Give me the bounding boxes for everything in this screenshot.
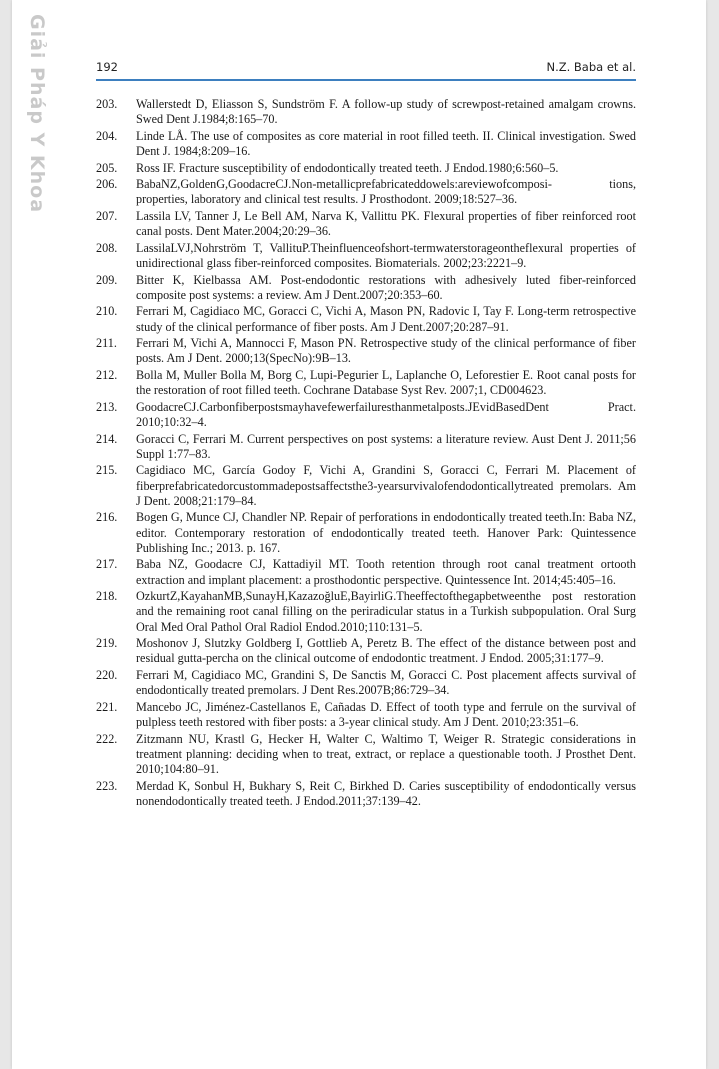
reference-item bbox=[96, 209, 636, 239]
reference-number: 218. bbox=[96, 589, 118, 604]
reference-item bbox=[96, 700, 636, 730]
reference-item bbox=[96, 589, 636, 635]
reference-number: 222. bbox=[96, 731, 118, 746]
reference-number: 211. bbox=[96, 336, 117, 351]
reference-item bbox=[96, 636, 636, 666]
reference-list bbox=[96, 97, 636, 810]
reference-text: GoodacreCJ.Carbonfiberpostsmayhavefewerfailuresthanmetalposts.JEvidBasedDent Pract. 2010;10:32–4. bbox=[136, 399, 636, 429]
document-page bbox=[12, 0, 706, 1069]
reference-item bbox=[96, 732, 636, 778]
reference-number: 223. bbox=[96, 778, 118, 793]
reference-number: 215. bbox=[96, 463, 118, 478]
page-header bbox=[96, 58, 636, 81]
reference-text: Moshonov J, Slutzky Goldberg I, Gottlieb A, Peretz B. The effect of the distance between post and residual gutta-percha on the clinical outcome of endodontic treatment. J Endod. 2005;31:177–9. bbox=[136, 636, 636, 666]
reference-text: Bogen G, Munce CJ, Chandler NP. Repair of perforations in endodontically treated teeth.In: Baba NZ, editor. Contemporary restoration of endodontically treated teeth. Hanover Park: Quintessence Publishing Inc.; 2013. p. 167. bbox=[136, 510, 636, 555]
reference-text: Ross IF. Fracture susceptibility of endodontically treated teeth. J Endod.1980;6:560–5. bbox=[136, 160, 559, 175]
reference-item bbox=[96, 557, 636, 587]
reference-number: 213. bbox=[96, 399, 118, 414]
reference-number: 216. bbox=[96, 510, 118, 525]
reference-number: 208. bbox=[96, 240, 118, 255]
page-number: 192 bbox=[96, 60, 118, 74]
reference-item bbox=[96, 400, 636, 430]
reference-text: Lassila LV, Tanner J, Le Bell AM, Narva K, Vallittu PK. Flexural properties of fiber reinforced root canal posts. Dent Mater.2004;20:29–36. bbox=[136, 208, 636, 239]
reference-text: Bolla M, Muller Bolla M, Borg C, Lupi-Pegurier L, Laplanche O, Leforestier E. Root canal posts for the restoration of root filled teeth. Cochrane Database Syst Rev. 2007;1, CD004623. bbox=[136, 367, 636, 398]
reference-item bbox=[96, 273, 636, 303]
running-head: N.Z. Baba et al. bbox=[546, 60, 636, 74]
reference-number: 210. bbox=[96, 304, 118, 319]
reference-number: 207. bbox=[96, 208, 118, 223]
reference-item bbox=[96, 177, 636, 207]
reference-text: Mancebo JC, Jiménez-Castellanos E, Cañadas D. Effect of tooth type and ferrule on the survival of pulpless teeth restored with fiber posts: a 3-year clinical study. Am J Dent. 2010;23:351–6. bbox=[136, 699, 636, 729]
reference-text: Goracci C, Ferrari M. Current perspectives on post systems: a literature review. Aust Dent J. 2011;56 Suppl 1:77–83. bbox=[136, 431, 636, 461]
reference-number: 204. bbox=[96, 128, 118, 143]
reference-text: Wallerstedt D, Eliasson S, Sundström F. A follow-up study of screwpost-retained amalgam crowns. Swed Dent J.1984;8:165–70. bbox=[136, 97, 636, 127]
watermark: Giải Pháp Y Khoa bbox=[26, 14, 48, 214]
reference-number: 220. bbox=[96, 667, 118, 682]
reference-item bbox=[96, 336, 636, 366]
reference-item bbox=[96, 241, 636, 271]
reference-number: 212. bbox=[96, 367, 118, 382]
reference-number: 209. bbox=[96, 272, 118, 287]
reference-number: 203. bbox=[96, 97, 118, 111]
reference-item bbox=[96, 510, 636, 556]
reference-text: Baba NZ, Goodacre CJ, Kattadiyil MT. Tooth retention through root canal treatment ortooth extraction and implant placement: a prosthodontic perspective. Quintessence Int. 2014;45:405–16. bbox=[136, 557, 636, 587]
reference-number: 221. bbox=[96, 699, 118, 714]
reference-item bbox=[96, 432, 636, 462]
reference-text: Ferrari M, Cagidiaco MC, Goracci C, Vichi A, Mason PN, Radovic I, Tay F. Long-term retrospective study of the clinical performance of fiber posts. Am J Dent.2007;20:287–91. bbox=[136, 304, 636, 334]
reference-text: Merdad K, Sonbul H, Bukhary S, Reit C, Birkhed D. Caries susceptibility of endodontically versus nonendodontically treated teeth. J Endod.2011;37:139–42. bbox=[136, 778, 636, 808]
reference-text: Bitter K, Kielbassa AM. Post-endodontic restorations with adhesively luted fiber-reinforced composite post systems: a review. Am J Dent.2007;20:353–60. bbox=[136, 272, 636, 302]
reference-text: Ferrari M, Vichi A, Mannocci F, Mason PN. Retrospective study of the clinical performance of fiber posts. Am J Dent. 2000;13(SpecNo):9B–13. bbox=[136, 336, 636, 366]
reference-text: Linde LÅ. The use of composites as core material in root filled teeth. II. Clinical investigation. Swed Dent J. 1984;8:209–16. bbox=[136, 128, 636, 158]
reference-number: 214. bbox=[96, 431, 118, 446]
reference-number: 219. bbox=[96, 636, 118, 651]
reference-text: LassilaLVJ,Nohrström T, VallituP.Theinfluenceofshort-termwaterstorageontheflexural properties of unidirectional glass fiber-reinforced composites. Biomaterials. 2002;23:2221–9. bbox=[136, 240, 636, 270]
reference-text: BabaNZ,GoldenG,GoodacreCJ.Non-metallicprefabricateddowels:areviewofcomposi- tions, properties, laboratory and clinical test results. J Prosthodont. 2009;18:527–36. bbox=[136, 177, 636, 207]
reference-item bbox=[96, 304, 636, 334]
reference-item bbox=[96, 668, 636, 698]
reference-item bbox=[96, 97, 636, 127]
reference-number: 217. bbox=[96, 557, 118, 572]
reference-text: Cagidiaco MC, García Godoy F, Vichi A, Grandini S, Goracci C, Ferrari M. Placement of fiberprefabricatedorcustommadepostsaffectsthe3-yearsurvivalofendodonticallytreated premolars. Am J Dent. 2008;21:179–84. bbox=[136, 463, 636, 508]
reference-text: Zitzmann NU, Krastl G, Hecker H, Walter C, Waltimo T, Weiger R. Strategic considerations in treatment planning: deciding when to treat, extract, or replace a questionable tooth. J Prosthet Dent. 2010;104:80–91. bbox=[136, 731, 636, 776]
reference-number: 205. bbox=[96, 160, 118, 175]
reference-item bbox=[96, 129, 636, 159]
reference-item bbox=[96, 779, 636, 809]
reference-item bbox=[96, 368, 636, 398]
reference-item bbox=[96, 161, 636, 176]
reference-text: OzkurtZ,KayahanMB,SunayH,KazazoğluE,BayirliG.Theeffectofthegapbetweenthe post restoration and the remaining root canal filling on the periradicular status in a Turkish subpopulation. Oral Surg Oral Med Oral Pathol Oral Radiol Endod.2010;110:131–5. bbox=[136, 589, 636, 634]
reference-text: Ferrari M, Cagidiaco MC, Grandini S, De Sanctis M, Goracci C. Post placement affects survival of endodontically treated premolars. J Dent Res.2007B;86:729–34. bbox=[136, 667, 636, 698]
reference-item bbox=[96, 463, 636, 509]
reference-number: 206. bbox=[96, 177, 118, 192]
